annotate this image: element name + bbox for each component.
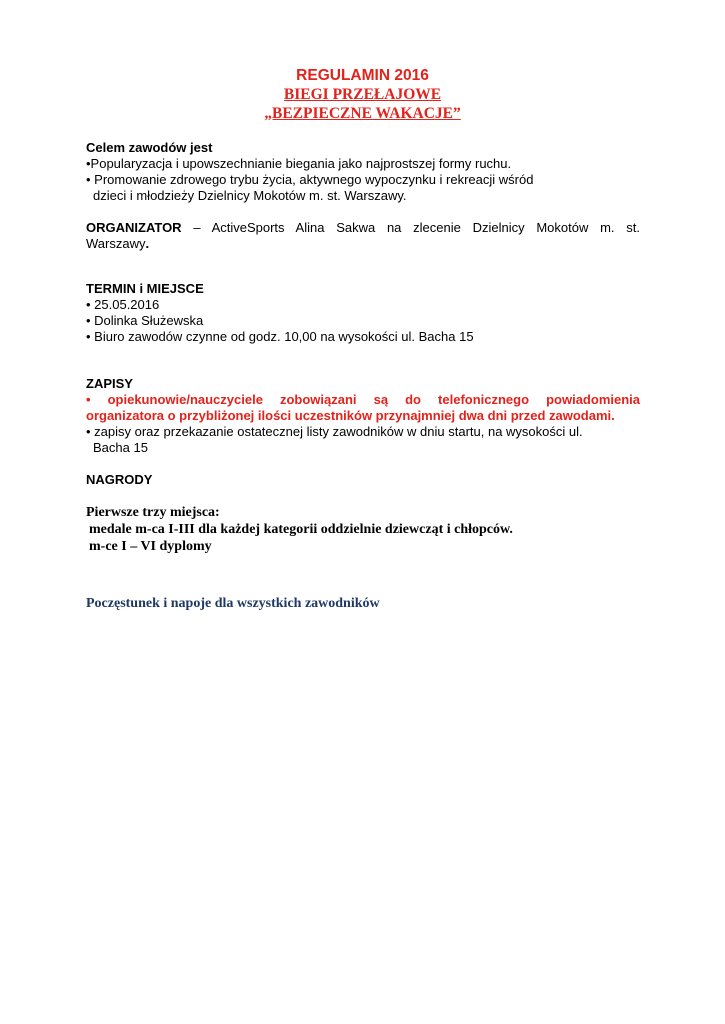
prizes-details	[86, 504, 640, 555]
prizes-title: NAGRODY	[86, 472, 153, 487]
document-header	[0, 66, 725, 123]
organizer-label: ORGANIZATOR	[86, 220, 182, 235]
refreshments-section	[86, 595, 640, 612]
registration-red-line-1: • opiekunowie/nauczyciele zobowiązani są do telefonicznego powiadomienia	[86, 392, 640, 407]
regulation-title: REGULAMIN 2016	[296, 67, 429, 84]
event-subtitle: „BEZPIECZNE WAKACJE”	[264, 105, 461, 122]
goals-item-2-line-1: • Promowanie zdrowego trybu życia, aktywnego wypoczynku i rekreacji wśród	[86, 172, 534, 187]
term-place: • Dolinka Służewska	[86, 313, 204, 328]
organizer-text-2: Warszawy	[86, 236, 146, 251]
registration-title: ZAPISY	[86, 376, 133, 391]
organizer-line-2	[86, 236, 640, 252]
refreshments-text: Poczęstunek i napoje dla wszystkich zawodników	[86, 596, 380, 611]
goals-item-1: •Popularyzacja i upowszechnianie biegania jako najprostszej formy ruchu.	[86, 156, 512, 171]
goals-item-2-line-2: dzieci i młodzieży Dzielnicy Mokotów m. st. Warszawy.	[93, 188, 407, 203]
event-name: BIEGI PRZEŁAJOWE	[283, 86, 442, 103]
term-date: • 25.05.2016	[86, 297, 160, 312]
organizer-text-end: .	[145, 236, 150, 251]
term-office: • Biuro zawodów czynne od godz. 10,00 na wysokości ul. Bacha 15	[86, 329, 474, 344]
registration-red-line-2: organizatora o przybliżonej ilości uczestników przynajmniej dwa dni przed zawodami.	[86, 408, 615, 423]
registration-item-2-line-2: Bacha 15	[93, 440, 148, 455]
organizer-text: – ActiveSports Alina Sakwa na zlecenie Dzielnicy Mokotów m. st.	[181, 220, 640, 235]
goals-section	[86, 140, 640, 204]
registration-item-2-line-1: • zapisy oraz przekazanie ostatecznej listy zawodników w dniu startu, na wysokości ul.	[86, 424, 583, 439]
prizes-first-three: Pierwsze trzy miejsca:	[86, 505, 220, 520]
prizes-diplomas: m-ce I – VI dyplomy	[89, 539, 212, 554]
goals-title: Celem zawodów jest	[86, 140, 213, 155]
prizes-section	[86, 472, 640, 488]
term-title: TERMIN i MIEJSCE	[86, 281, 204, 296]
prizes-medals: medale m-ca I-III dla każdej kategorii oddzielnie dziewcząt i chłopców.	[89, 522, 513, 537]
organizer-line-1	[86, 220, 640, 236]
registration-section	[86, 376, 640, 456]
term-section	[86, 281, 640, 345]
organizer-section	[86, 220, 640, 252]
